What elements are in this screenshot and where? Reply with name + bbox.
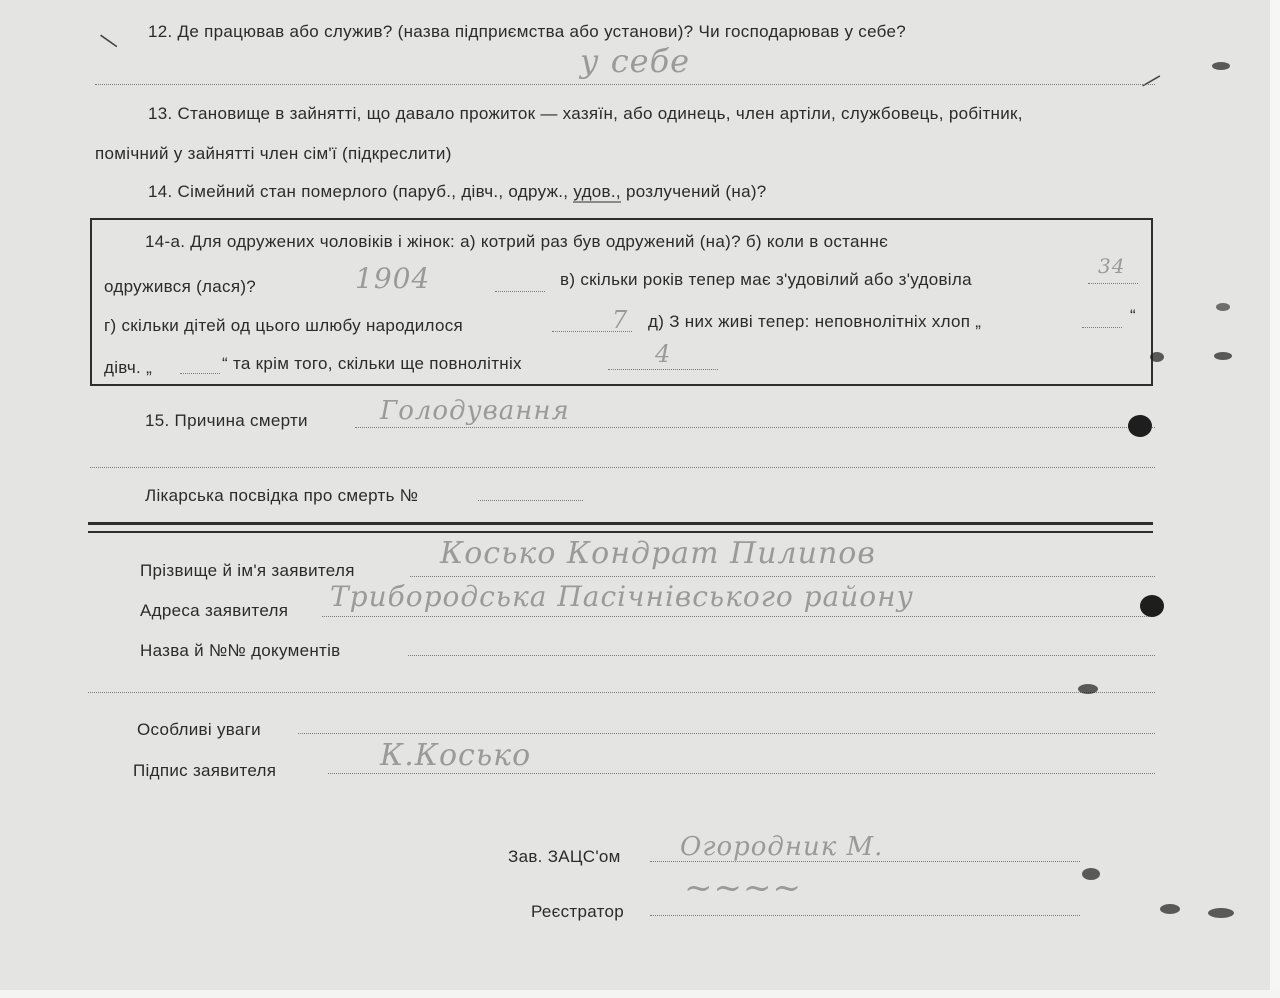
q14-suffix: розлучений (на)? (625, 182, 767, 201)
applicant-address-line (322, 616, 1155, 617)
punch-hole (1212, 62, 1230, 70)
punch-hole (1214, 352, 1232, 360)
q13-line2: помічний у зайнятті член сім'ї (підкреслити) (95, 144, 452, 163)
q14a-adults-line (608, 369, 718, 370)
q14a-line2-b: в) скільки років тепер має з'удовілий або з'удовіла (560, 270, 972, 289)
q14a-children-answer: 7 (612, 306, 629, 334)
section-divider-top (88, 522, 1153, 525)
punch-hole (1208, 908, 1234, 918)
q14a-year-answer: 1904 (355, 262, 431, 295)
applicant-docs-line (408, 655, 1155, 656)
q14a-age-answer: 34 (1098, 254, 1126, 278)
applicant-signature-label: Підпис заявителя (133, 761, 277, 780)
registrar-line (650, 915, 1080, 916)
q14a-line4-a: дівч. „ (104, 358, 153, 377)
q14a-adults-answer: 4 (655, 340, 672, 368)
zags-head-signature: Огородник М. (680, 832, 884, 862)
zags-head-label: Зав. ЗАЦС'ом (508, 847, 621, 866)
applicant-name-value: Косько Кондрат Пилипов (440, 536, 876, 571)
q14-label (148, 182, 767, 202)
margin-tick-mark: — (92, 23, 126, 58)
applicant-name-line (410, 576, 1155, 577)
punch-hole (1150, 352, 1164, 362)
registrar-signature: ~~~~ (684, 868, 802, 908)
paper-right-edge (1270, 0, 1280, 998)
q14a-line3-b: д) З них живі тепер: неповнолітніх хлоп „ (648, 312, 982, 331)
paper-bottom-edge (0, 990, 1280, 998)
zags-head-line (650, 861, 1080, 862)
section-divider-bottom (88, 531, 1153, 533)
q14-prefix: 14. Сімейний стан померлого (паруб., дівч., одруж., (148, 182, 569, 201)
q13-line1: 13. Становище в зайнятті, що давало прожиток — хазяїн, або одинець, член артіли, службовець, робітник, (148, 104, 1023, 123)
punch-hole (1160, 904, 1180, 914)
death-certificate-label: Лікарська посвідка про смерть № (145, 486, 419, 505)
punch-hole (1128, 415, 1152, 437)
punch-hole (1078, 684, 1098, 694)
q14a-girls-line (180, 373, 220, 374)
death-certificate-line (478, 500, 583, 501)
applicant-docs-label: Назва й №№ документів (140, 641, 341, 660)
q12-answer: у себе (580, 42, 691, 80)
q14a-line1: 14-а. Для одружених чоловіків і жінок: а) котрий раз був одружений (на)? б) коли в останнє (145, 232, 889, 251)
punch-hole (1082, 868, 1100, 880)
applicant-docs-extra-line (88, 692, 1155, 693)
q14a-line3-a: г) скільки дітей од цього шлюбу народилося (104, 316, 464, 335)
punch-hole (1216, 303, 1230, 311)
applicant-name-label: Прізвище й ім'я заявителя (140, 561, 355, 580)
registrar-label: Реєстратор (531, 902, 625, 921)
special-notes-line (298, 733, 1155, 734)
q15-answer-line (355, 427, 1155, 428)
q14a-line4-b: “ та крім того, скільки ще повнолітніх (222, 354, 522, 373)
q14a-line2-a: одружився (лася)? (104, 277, 257, 296)
applicant-address-label: Адреса заявителя (140, 601, 289, 620)
q14a-boys-line (1082, 327, 1122, 328)
special-notes-label: Особливі уваги (137, 720, 261, 739)
q15-answer: Голодування (380, 396, 570, 426)
margin-tick-mark: — (1135, 64, 1167, 97)
q14-selected-option: удов., (573, 182, 621, 201)
q12-answer-line (95, 84, 1155, 85)
q15-label: 15. Причина смерти (145, 411, 308, 430)
q14a-year-line (495, 291, 545, 292)
applicant-signature-line (328, 773, 1155, 774)
q14a-line3-c: “ (1130, 306, 1136, 325)
punch-hole (1140, 595, 1164, 617)
q15-extra-line (90, 467, 1155, 468)
q14a-age-line (1088, 283, 1138, 284)
applicant-signature: К.Косько (380, 738, 532, 773)
q12-label: 12. Де працював або служив? (назва підприємства або установи)? Чи господарював у себе? (148, 22, 907, 41)
applicant-address-value: Трибородська Пасічнівського району (330, 580, 914, 613)
